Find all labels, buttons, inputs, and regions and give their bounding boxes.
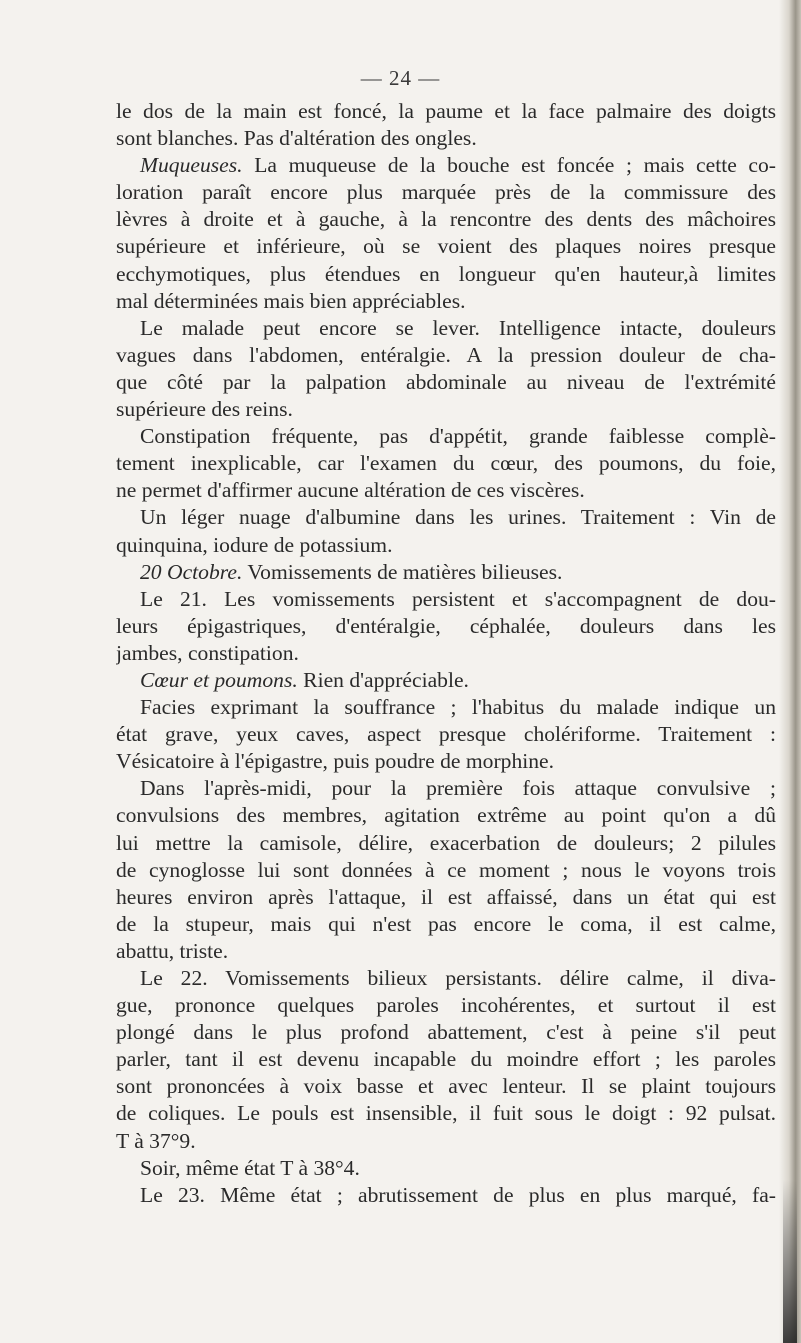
- line-text: Le 22. Vomissements bilieux persistants. délire calme, il diva-: [140, 966, 776, 990]
- text-line: [116, 1128, 776, 1155]
- text-line: [116, 1100, 776, 1127]
- text-line: [116, 504, 776, 531]
- line-text: abattu, triste.: [116, 938, 229, 963]
- line-text: lèvres à droite et à gauche, à la rencontre des dents des mâchoires: [116, 207, 776, 232]
- text-line: [116, 261, 776, 288]
- line-text: supérieure des reins.: [116, 397, 293, 422]
- line-text: Le 21. Les vomissements persistent et s'accompagnent de dou-: [140, 586, 776, 611]
- text-line: [116, 694, 776, 721]
- italic-heading: Cœur et poumons.: [140, 667, 298, 692]
- text-line: [116, 1155, 776, 1182]
- text-line: [116, 992, 776, 1019]
- text-line: [116, 965, 776, 992]
- text-line: [116, 667, 776, 694]
- line-text: Un léger nuage d'albumine dans les urines. Traitement : Vin de: [140, 505, 776, 530]
- line-text: Soir, même état T à 38°4.: [140, 1155, 360, 1180]
- line-text: Le malade peut encore se lever. Intelligence intacte, douleurs: [140, 315, 776, 340]
- text-line: [116, 640, 776, 667]
- text-line: [116, 613, 776, 640]
- line-text: leurs épigastriques, d'entéralgie, céphalée, douleurs dans les: [116, 613, 776, 638]
- text-line: [116, 152, 776, 179]
- text-line: [116, 342, 776, 369]
- line-text: vagues dans l'abdomen, entéralgie. A la pression douleur de cha-: [116, 342, 776, 367]
- text-line: [116, 586, 776, 613]
- line-text: de coliques. Le pouls est insensible, il fuit sous le doigt : 92 pulsat.: [116, 1101, 776, 1126]
- italic-heading: 20 Octobre.: [140, 559, 243, 584]
- line-text: que côté par la palpation abdominale au niveau de l'extrémité: [116, 369, 776, 394]
- line-text: jambes, constipation.: [116, 640, 299, 665]
- text-line: [116, 206, 776, 233]
- text-line: [116, 233, 776, 260]
- text-line: [116, 532, 776, 559]
- line-text: Le 23. Même état ; abrutissement de plus en plus marqué, fa-: [140, 1182, 776, 1207]
- line-text: convulsions des membres, agitation extrême au point qu'on a dû: [116, 803, 776, 828]
- line-text: sont prononcées à voix basse et avec lenteur. Il se plaint toujours: [116, 1074, 776, 1099]
- text-line: [116, 179, 776, 206]
- body-text: [116, 98, 776, 1209]
- text-line: [116, 477, 776, 504]
- text-line: [116, 98, 776, 125]
- line-text: ecchymotiques, plus étendues en longueur qu'en hauteur,à limites: [116, 261, 776, 286]
- text-line: [116, 423, 776, 450]
- line-text: heures environ après l'attaque, il est affaissé, dans un état qui est: [116, 884, 776, 909]
- line-text: Vomissements de matières bilieuses.: [242, 559, 563, 584]
- line-text: Constipation fréquente, pas d'appétit, grande faiblesse complè-: [140, 424, 776, 449]
- line-text: de cynoglosse lui sont données à ce moment ; nous le voyons trois: [116, 857, 776, 882]
- text-line: [116, 125, 776, 152]
- line-text: gue, prononce quelques paroles incohérentes, et surtout il est: [116, 993, 776, 1018]
- line-text: T à 37°9.: [116, 1128, 196, 1153]
- text-line: [116, 748, 776, 775]
- line-text: parler, tant il est devenu incapable du moindre effort ; les paroles: [116, 1047, 776, 1072]
- text-line: [116, 1019, 776, 1046]
- text-line: [116, 1046, 776, 1073]
- line-text: supérieure et inférieure, où se voient des plaques noires presque: [116, 234, 776, 259]
- text-line: [116, 396, 776, 423]
- italic-heading: Muqueuses.: [140, 153, 243, 178]
- line-text: Rien d'appréciable.: [297, 667, 469, 692]
- line-text: lui mettre la camisole, délire, exacerbation de douleurs; 2 pilules: [116, 830, 776, 855]
- text-line: [116, 938, 776, 965]
- line-text: de la stupeur, mais qui n'est pas encore le coma, il est calme,: [116, 911, 776, 936]
- line-text: état grave, yeux caves, aspect presque cholériforme. Traitement :: [116, 722, 776, 747]
- text-line: [116, 288, 776, 315]
- line-text: Dans l'après-midi, pour la première fois attaque convulsive ;: [140, 776, 776, 801]
- text-line: [116, 559, 776, 586]
- line-text: le dos de la main est foncé, la paume et la face palmaire des doigts: [116, 99, 776, 123]
- text-line: [116, 802, 776, 829]
- text-line: [116, 369, 776, 396]
- text-line: [116, 857, 776, 884]
- page-edge-shading: [779, 0, 801, 1343]
- text-line: [116, 1182, 776, 1209]
- text-line: [116, 315, 776, 342]
- text-line: [116, 884, 776, 911]
- line-text: Facies exprimant la souffrance ; l'habitus du malade indique un: [140, 695, 776, 720]
- text-line: [116, 775, 776, 802]
- line-text: La muqueuse de la bouche est foncée ; mais cette co-: [242, 153, 776, 178]
- line-text: Vésicatoire à l'épigastre, puis poudre de morphine.: [116, 749, 555, 774]
- line-text: quinquina, iodure de potassium.: [116, 532, 393, 557]
- line-text: sont blanches. Pas d'altération des ongles.: [116, 126, 477, 151]
- text-line: [116, 450, 776, 477]
- line-text: mal déterminées mais bien appréciables.: [116, 288, 466, 313]
- text-line: [116, 911, 776, 938]
- text-line: [116, 1073, 776, 1100]
- text-line: [116, 830, 776, 857]
- line-text: plongé dans le plus profond abattement, c'est à peine s'il peut: [116, 1020, 776, 1045]
- page-corner-shadow: [783, 1180, 797, 1343]
- page-number: — 24 —: [360, 66, 441, 90]
- line-text: loration paraît encore plus marquée près de la commissure des: [116, 180, 776, 205]
- line-text: tement inexplicable, car l'examen du cœur, des poumons, du foie,: [116, 451, 776, 476]
- line-text: ne permet d'affirmer aucune altération de ces viscères.: [116, 478, 585, 503]
- text-line: [116, 721, 776, 748]
